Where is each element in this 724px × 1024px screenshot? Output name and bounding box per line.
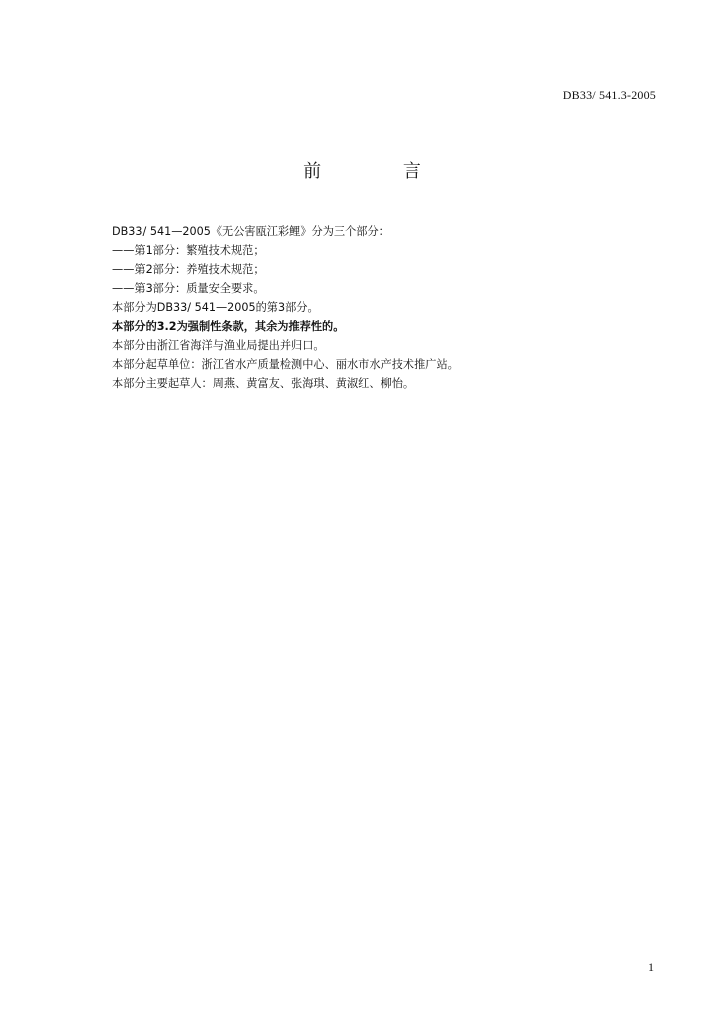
document-code: DB33/ 541.3-2005 [562, 88, 656, 102]
part-1-line: ——第1部分：繁殖技术规范； [112, 244, 265, 257]
proposer-line: 本部分由浙江省海洋与渔业局提出并归口。 [112, 339, 325, 352]
drafting-units-line: 本部分起草单位：浙江省水产质量检测中心、丽水市水产技术推广站。 [112, 358, 459, 371]
drafters-line: 本部分主要起草人：周燕、黄富友、张海琪、黄淑红、柳怡。 [112, 377, 415, 390]
part-3-line: ——第3部分：质量安全要求。 [112, 282, 265, 295]
foreword-body [112, 222, 672, 393]
mandatory-clause-line: 本部分的3.2为强制性条款，其余为推荐性的。 [112, 320, 345, 333]
page-number: 1 [648, 960, 654, 974]
this-part-line: 本部分为DB33/ 541—2005的第3部分。 [112, 301, 319, 314]
parts-intro-line: DB33/ 541—2005《无公害瓯江彩鲤》分为三个部分： [112, 225, 390, 238]
page-title: 前 言 [303, 161, 459, 182]
part-2-line: ——第2部分：养殖技术规范； [112, 263, 265, 276]
